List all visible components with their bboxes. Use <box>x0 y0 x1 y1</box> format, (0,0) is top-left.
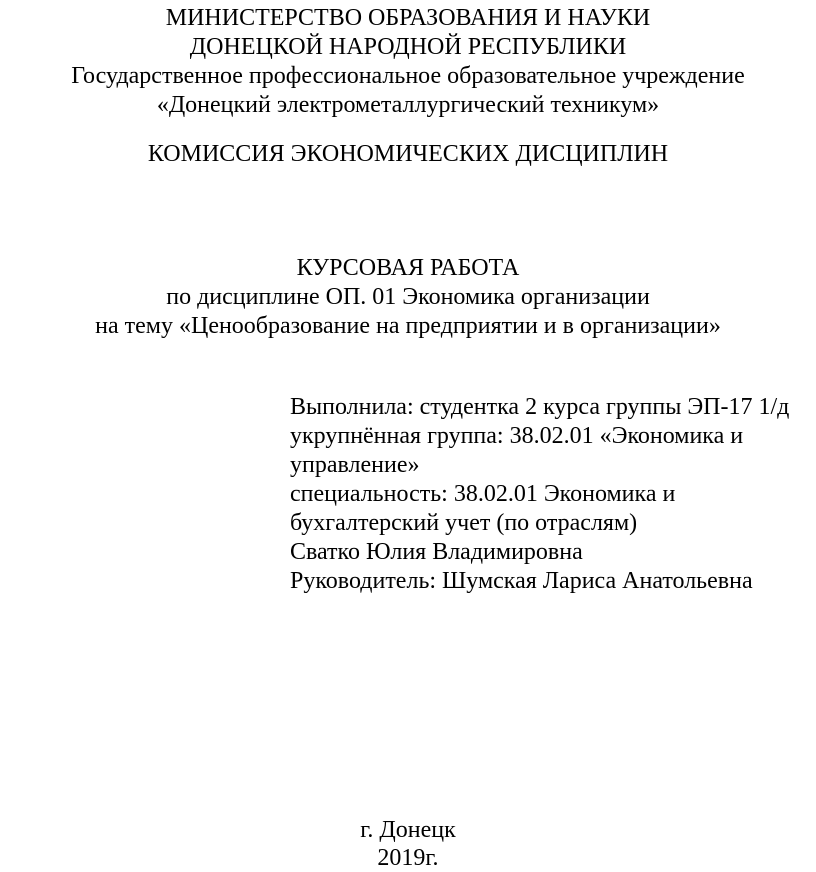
author-block <box>290 393 805 596</box>
topic: на тему «Ценообразование на предприятии и в организации» <box>95 313 721 339</box>
author-line-2: укрупнённая группа: 38.02.01 «Экономика и <box>290 423 744 449</box>
commission-name: КОМИССИЯ ЭКОНОМИЧЕСКИХ ДИСЦИПЛИН <box>147 141 669 167</box>
work-type: КУРСОВАЯ РАБОТА <box>296 255 520 281</box>
institution-line-1: Государственное профессиональное образовательное учреждение <box>71 63 745 89</box>
discipline: по дисциплине ОП. 01 Экономика организации <box>166 284 650 310</box>
author-line-3: управление» <box>290 452 420 478</box>
footer-city: г. Донецк <box>360 817 456 843</box>
header-block <box>0 4 816 119</box>
author-line-6: Сватко Юлия Владимировна <box>290 539 583 565</box>
institution-line-2: «Донецкий электрометаллургический техникум» <box>156 92 660 118</box>
author-line-5: бухгалтерский учет (по отраслям) <box>290 510 638 536</box>
author-line-1: Выполнила: студентка 2 курса группы ЭП-17 1/д <box>290 394 790 420</box>
ministry-line-1: МИНИСТЕРСТВО ОБРАЗОВАНИЯ И НАУКИ <box>165 5 651 31</box>
footer-year: 2019г. <box>377 845 439 871</box>
footer-block <box>0 816 816 872</box>
author-line-7: Руководитель: Шумская Лариса Анатольевна <box>290 568 753 594</box>
author-line-4: специальность: 38.02.01 Экономика и <box>290 481 676 507</box>
ministry-line-2: ДОНЕЦКОЙ НАРОДНОЙ РЕСПУБЛИКИ <box>189 34 627 60</box>
title-block <box>0 254 816 340</box>
